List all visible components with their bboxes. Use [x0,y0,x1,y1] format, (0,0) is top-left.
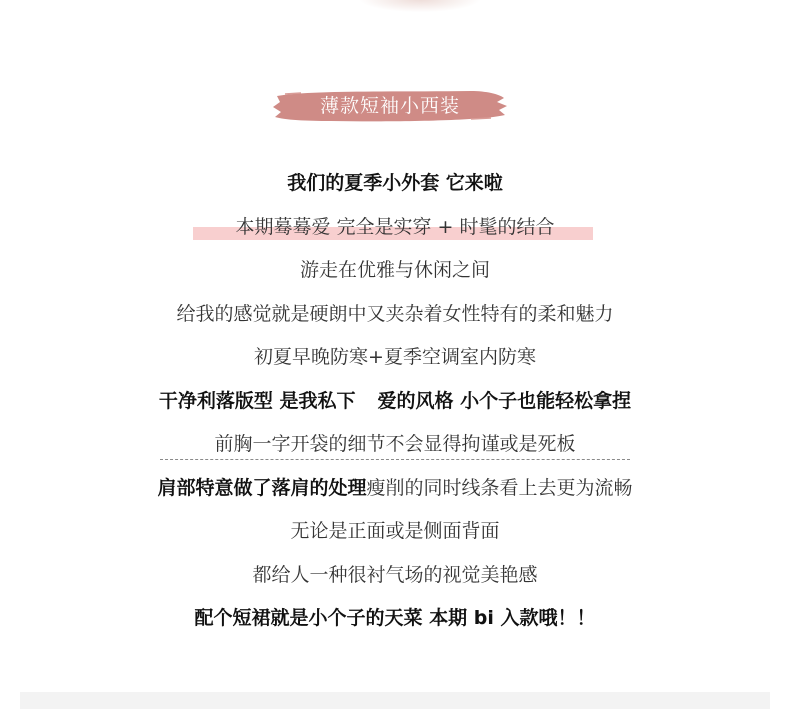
line-3 [0,249,790,293]
line-9 [0,510,790,554]
line-6-text-b: 爱的风格 小个子也能轻松拿捏 [377,389,632,412]
bottom-panel [20,692,770,709]
line-8-regular-text: 瘦削的同时线条看上去更为流畅 [366,476,633,499]
line-11-text: 配个短裙就是小个子的天菜 本期 bi 入款哦！！ [194,607,596,629]
line-2-text: 本期蓦蓦爱 完全是实穿 + 时髦的结合 [235,215,555,238]
line-11 [0,597,790,641]
line-4 [0,293,790,337]
description-lines [0,162,790,641]
top-decor-fade [360,0,480,12]
line-7-text: 前胸一字开袋的细节不会显得拘谨或是死板 [214,433,576,455]
line-6 [0,380,790,424]
line-8-bold-text: 肩部特意做了落肩的处理 [157,476,367,499]
line-2 [0,206,790,250]
line-1-text: 我们的夏季小外套 它来啦 [287,172,503,194]
banner-title: 薄款短袖小西装 [319,95,460,117]
line-8 [0,467,790,511]
line-6-text-a: 干净利落版型 是我私下 [158,389,356,412]
line-9-text: 无论是正面或是侧面背面 [290,520,500,542]
line-3-text: 游走在优雅与休闲之间 [299,259,490,281]
dashed-underline [160,459,630,460]
line-10-text: 都给人一种很衬气场的视觉美艳感 [252,563,538,586]
line-5 [0,336,790,380]
line-10 [0,554,790,598]
line-1 [0,162,790,206]
section-banner [271,88,509,124]
line-4-text: 给我的感觉就是硬朗中又夹杂着女性特有的柔和魅力 [176,302,614,325]
line-5-text: 初夏早晚防寒+夏季空调室内防寒 [254,346,536,368]
